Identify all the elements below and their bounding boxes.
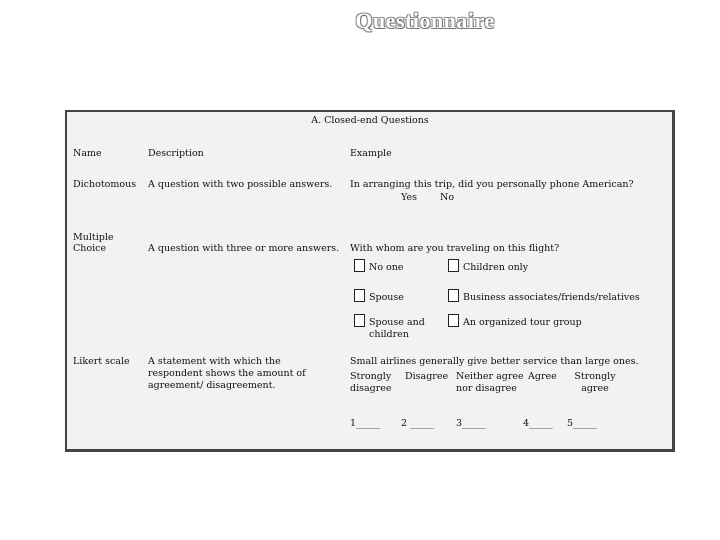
dichotomous-example: In arranging this trip, did you personally phone American? (350, 179, 634, 190)
column-header-description: Description (148, 148, 204, 159)
multiple-choice-example: With whom are you traveling on this flight? (350, 243, 560, 254)
scale-number[interactable]: 5_____ (567, 418, 597, 429)
scale-label: Agree (528, 371, 557, 382)
option-checkbox[interactable] (448, 259, 459, 272)
dichotomous-name: Dichotomous (73, 179, 137, 190)
scale-label: Neither agree nor disagree (456, 371, 524, 394)
scale-label: Strongly agree (574, 371, 616, 394)
likert-name: Likert scale (73, 356, 130, 367)
option-checkbox[interactable] (354, 259, 365, 272)
likert-description: A statement with which the respondent shows the amount of agreement/ disagreement. (148, 356, 306, 391)
column-header-name: Name (73, 148, 102, 159)
option-checkbox[interactable] (354, 314, 365, 327)
option-checkbox[interactable] (448, 314, 459, 327)
scale-number[interactable]: 3_____ (456, 418, 486, 429)
scale-label: Strongly disagree (350, 371, 392, 394)
option-checkbox[interactable] (448, 289, 459, 302)
section-heading: A. Closed-end Questions (311, 115, 429, 126)
multiple-choice-name-line2: Choice (73, 243, 107, 254)
multiple-choice-name-line1: Multiple (73, 232, 114, 243)
option-label: Spouse and children (369, 317, 425, 340)
scale-number[interactable]: 2 _____ (401, 418, 434, 429)
likert-example: Small airlines generally give better service than large ones. (350, 356, 639, 367)
questionnaire-table (65, 110, 675, 452)
option-label: Spouse (369, 292, 404, 303)
answer-yes: Yes (401, 192, 417, 203)
page-title: Questionnaire (355, 8, 495, 33)
scale-number[interactable]: 1_____ (350, 418, 380, 429)
option-label: An organized tour group (463, 317, 582, 328)
multiple-choice-description: A question with three or more answers. (148, 243, 340, 254)
scale-label: Disagree (405, 371, 449, 382)
answer-no: No (440, 192, 455, 203)
dichotomous-description: A question with two possible answers. (148, 179, 333, 190)
scale-number[interactable]: 4_____ (523, 418, 553, 429)
column-header-example: Example (350, 148, 392, 159)
option-label: Children only (463, 262, 529, 273)
option-label: No one (369, 262, 404, 273)
option-label: Business associates/friends/relatives (463, 292, 640, 303)
option-checkbox[interactable] (354, 289, 365, 302)
